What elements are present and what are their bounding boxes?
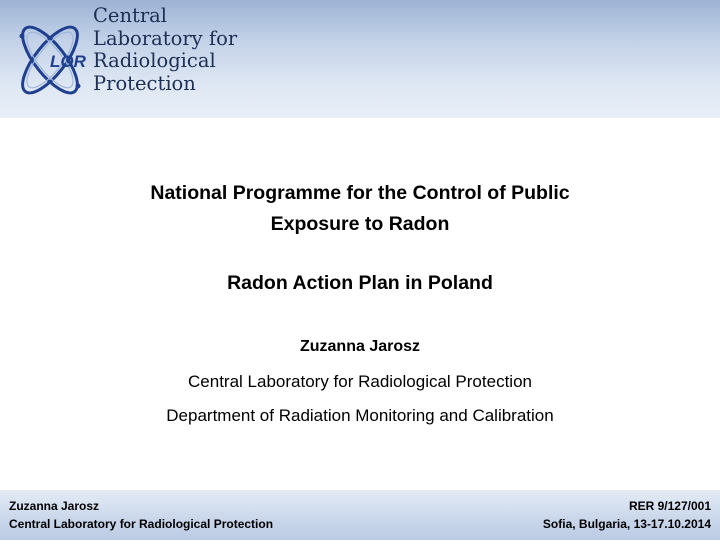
slide-title-line: Exposure to Radon <box>270 213 450 235</box>
footer-right <box>543 497 711 533</box>
organization-name <box>93 5 237 95</box>
clor-logo-icon <box>8 6 96 110</box>
org-name-line: Protection <box>93 71 196 95</box>
footer-band <box>0 490 720 540</box>
footer-organization: Central Laboratory for Radiological Protection <box>9 517 274 531</box>
author-name: Zuzanna Jarosz <box>299 338 421 355</box>
org-name-line: Laboratory for <box>93 26 238 50</box>
header-banner <box>0 0 720 118</box>
slide-subtitle: Radon Action Plan in Poland <box>227 272 493 294</box>
org-name-line: Central <box>93 4 168 27</box>
logo-text: LOR <box>50 52 86 71</box>
footer-author: Zuzanna Jarosz <box>9 499 100 513</box>
slide-title-line: National Programme for the Control of Public <box>150 182 570 204</box>
slide-title <box>60 178 660 240</box>
footer-project-code: RER 9/127/001 <box>628 499 711 513</box>
org-name-line: Radiological <box>93 49 216 72</box>
affiliation-lab: Central Laboratory for Radiological Protection <box>188 372 532 391</box>
footer-left <box>9 497 273 533</box>
footer-venue-date: Sofia, Bulgaria, 13-17.10.2014 <box>542 517 711 531</box>
affiliation-department: Department of Radiation Monitoring and Calibration <box>166 406 554 425</box>
